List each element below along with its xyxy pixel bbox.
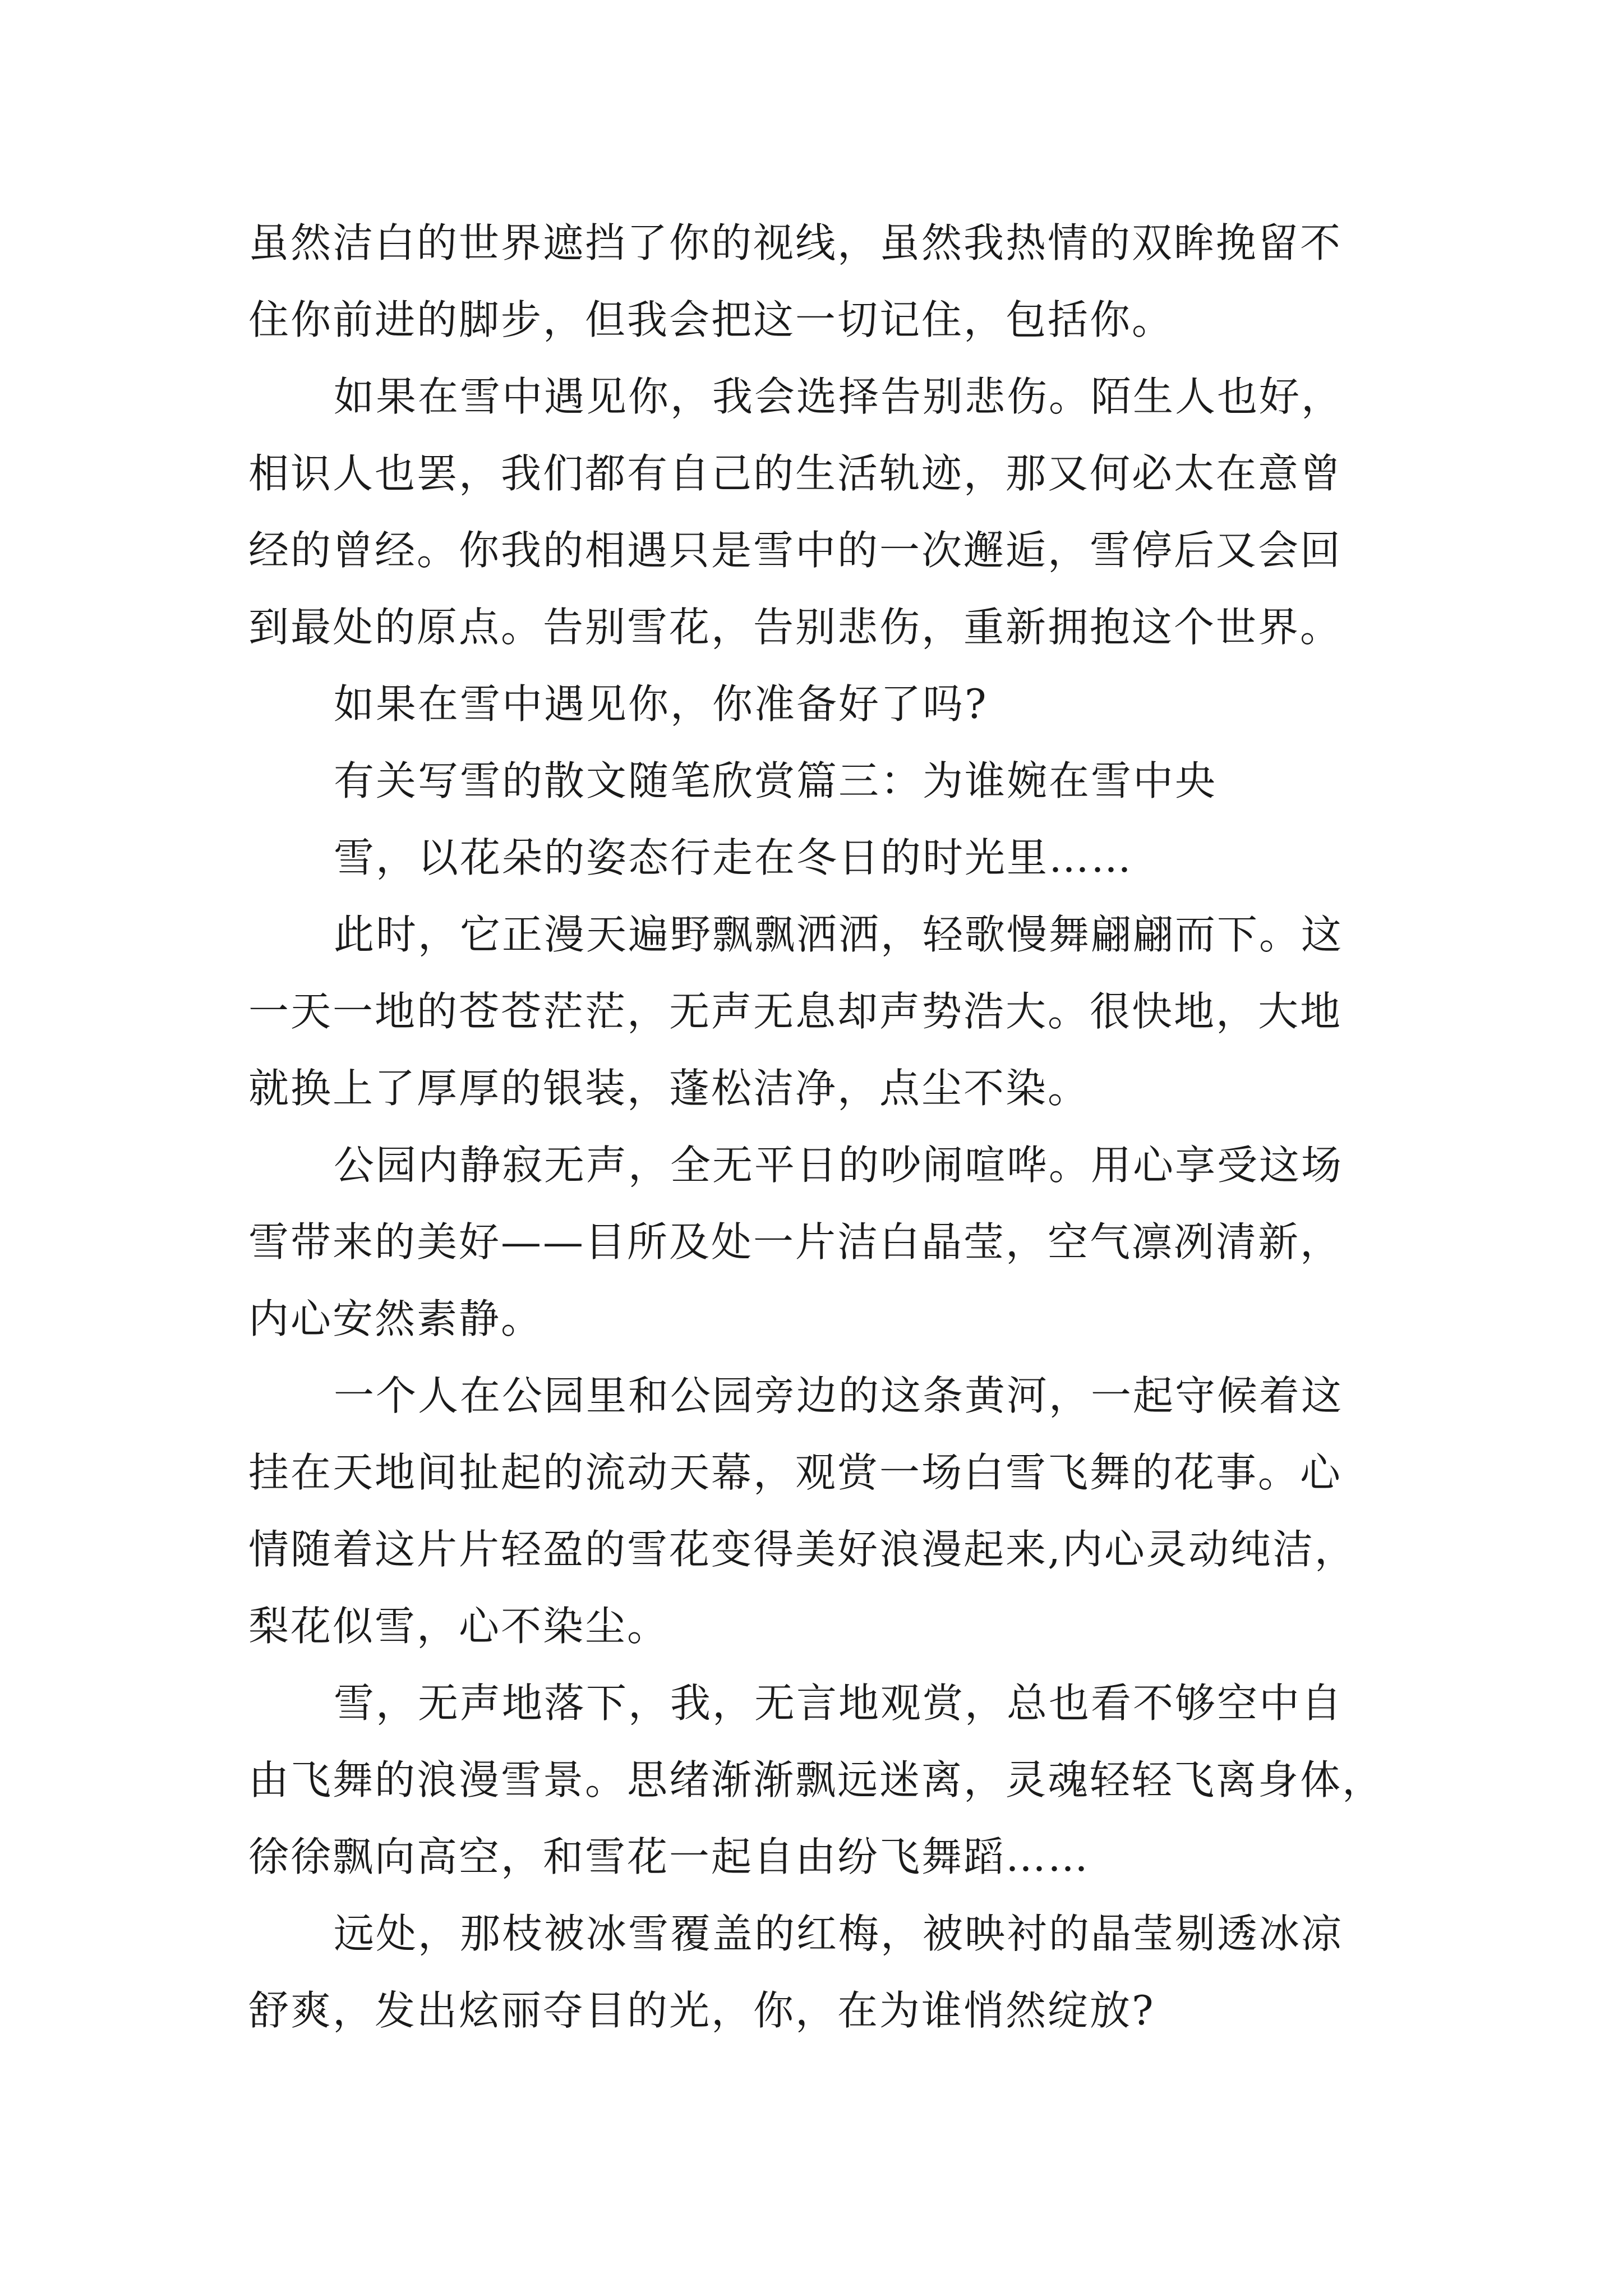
text-line: 舒爽，发出炫丽夺目的光，你，在为谁悄然绽放? [248,1987,1155,2034]
text-line: 远处，那枝被冰雪覆盖的红梅，被映衬的晶莹剔透冰凉 [334,1910,1344,1957]
section-heading: 有关写雪的散文随笔欣赏篇三：为谁婉在雪中央 [334,757,1218,804]
text-line: 一个人在公园里和公园旁边的这条黄河，一起守候着这 [334,1372,1344,1419]
text-line: 住你前进的脚步，但我会把这一切记住，包括你。 [248,296,1174,343]
text-line: 由飞舞的浪漫雪景。思绪渐渐飘远迷离，灵魂轻轻飞离身体， [248,1756,1385,1803]
text-line: 相识人也罢，我们都有自己的生活轨迹，那又何必太在意曾 [248,450,1343,497]
text-line: 一天一地的苍苍茫茫，无声无息却声势浩大。很快地，大地 [248,988,1343,1035]
text-line: 经的曾经。你我的相遇只是雪中的一次邂逅，雪停后又会回 [248,527,1343,574]
text-line: 内心安然素静。 [248,1295,543,1342]
text-line: 如果在雪中遇见你，我会选择告别悲伤。陌生人也好， [334,373,1344,420]
text-line: 梨花似雪，心不染尘。 [248,1603,670,1650]
text-line: 到最处的原点。告别雪花，告别悲伤，重新拥抱这个世界。 [248,604,1343,651]
text-line: 雪，以花朵的姿态行走在冬日的时光里…… [334,834,1133,881]
text-line: 雪，无声地落下，我，无言地观赏，总也看不够空中自 [334,1680,1344,1727]
text-line: 情随着这片片轻盈的雪花变得美好浪漫起来,内心灵动纯洁， [248,1526,1357,1573]
text-line: 雪带来的美好——目所及处一片洁白晶莹，空气凛冽清新， [248,1218,1343,1266]
text-line: 虽然洁白的世界遮挡了你的视线，虽然我热情的双眸挽留不 [248,219,1343,266]
text-line: 此时，它正漫天遍野飘飘洒洒，轻歌慢舞翩翩而下。这 [334,911,1344,958]
text-line: 如果在雪中遇见你，你准备好了吗? [334,680,988,728]
text-line: 就换上了厚厚的银装，蓬松洁净，点尘不染。 [248,1065,1090,1112]
text-line: 公园内静寂无声，全无平日的吵闹喧哗。用心享受这场 [334,1142,1344,1189]
text-line: 徐徐飘向高空，和雪花一起自由纷飞舞蹈…… [248,1833,1090,1880]
text-line: 挂在天地间扯起的流动天幕，观赏一场白雪飞舞的花事。心 [248,1449,1343,1496]
